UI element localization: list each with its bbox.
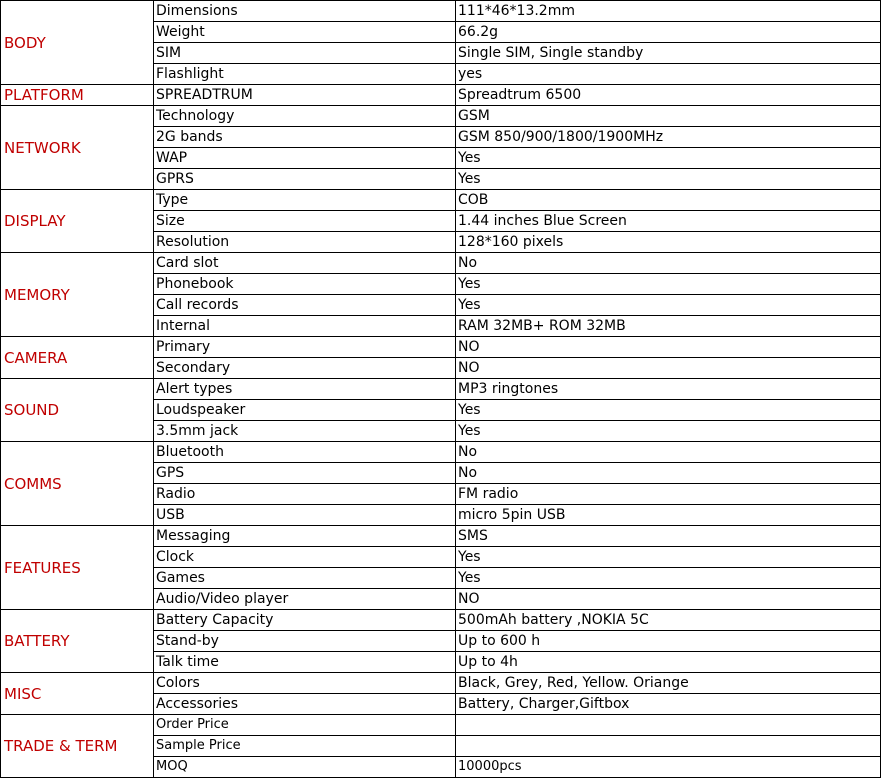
spec-value: Up to 4h	[456, 652, 881, 673]
category-label: PLATFORM	[1, 85, 154, 106]
spec-value: Yes	[456, 148, 881, 169]
category-label: MISC	[1, 673, 154, 715]
spec-label: Loudspeaker	[154, 400, 456, 421]
spec-value	[456, 715, 881, 736]
spec-label: WAP	[154, 148, 456, 169]
spec-value: No	[456, 253, 881, 274]
category-label: DISPLAY	[1, 190, 154, 253]
spec-value: No	[456, 463, 881, 484]
spec-label: Audio/Video player	[154, 589, 456, 610]
category-label: SOUND	[1, 379, 154, 442]
spec-value: Yes	[456, 400, 881, 421]
spec-label: Internal	[154, 316, 456, 337]
spec-value: Up to 600 h	[456, 631, 881, 652]
spec-label: Battery Capacity	[154, 610, 456, 631]
spec-label: Bluetooth	[154, 442, 456, 463]
spec-label: Radio	[154, 484, 456, 505]
spec-value: 10000pcs	[456, 757, 881, 778]
spec-label: Alert types	[154, 379, 456, 400]
spec-value: FM radio	[456, 484, 881, 505]
spec-label: GPS	[154, 463, 456, 484]
spec-label: Sample Price	[154, 736, 456, 757]
spec-value: NO	[456, 589, 881, 610]
category-label: BODY	[1, 1, 154, 85]
table-row	[1, 442, 881, 463]
spec-label: MOQ	[154, 757, 456, 778]
table-row	[1, 253, 881, 274]
spec-label: SPREADTRUM	[154, 85, 456, 106]
category-label: MEMORY	[1, 253, 154, 337]
spec-label: Dimensions	[154, 1, 456, 22]
spec-label: Secondary	[154, 358, 456, 379]
spec-value: Battery, Charger,Giftbox	[456, 694, 881, 715]
spec-value	[456, 736, 881, 757]
spec-label: Technology	[154, 106, 456, 127]
spec-value: yes	[456, 64, 881, 85]
spec-label: Card slot	[154, 253, 456, 274]
spec-value: Yes	[456, 421, 881, 442]
spec-value: 1.44 inches Blue Screen	[456, 211, 881, 232]
spec-label: Messaging	[154, 526, 456, 547]
spec-value: Single SIM, Single standby	[456, 43, 881, 64]
spec-label: Clock	[154, 547, 456, 568]
spec-value: RAM 32MB+ ROM 32MB	[456, 316, 881, 337]
spec-value: Yes	[456, 568, 881, 589]
table-row	[1, 526, 881, 547]
spec-label: Resolution	[154, 232, 456, 253]
spec-label: Weight	[154, 22, 456, 43]
spec-value: 66.2g	[456, 22, 881, 43]
spec-value: Black, Grey, Red, Yellow. Oriange	[456, 673, 881, 694]
spec-value: Yes	[456, 274, 881, 295]
table-row	[1, 379, 881, 400]
table-row	[1, 190, 881, 211]
spec-label: 3.5mm jack	[154, 421, 456, 442]
spec-label: Call records	[154, 295, 456, 316]
spec-label: GPRS	[154, 169, 456, 190]
category-label: COMMS	[1, 442, 154, 526]
spec-value: SMS	[456, 526, 881, 547]
spec-label: Phonebook	[154, 274, 456, 295]
spec-value: NO	[456, 358, 881, 379]
category-label: FEATURES	[1, 526, 154, 610]
spec-label: 2G bands	[154, 127, 456, 148]
spec-label: Flashlight	[154, 64, 456, 85]
category-label: TRADE & TERM	[1, 715, 154, 778]
spec-value: No	[456, 442, 881, 463]
spec-value: COB	[456, 190, 881, 211]
category-label: CAMERA	[1, 337, 154, 379]
spec-value: Yes	[456, 169, 881, 190]
spec-value: 128*160 pixels	[456, 232, 881, 253]
category-label: NETWORK	[1, 106, 154, 190]
category-label: BATTERY	[1, 610, 154, 673]
table-row	[1, 337, 881, 358]
spec-label: Talk time	[154, 652, 456, 673]
table-row	[1, 1, 881, 22]
spec-label: Size	[154, 211, 456, 232]
spec-value: micro 5pin USB	[456, 505, 881, 526]
spec-value: NO	[456, 337, 881, 358]
spec-value: GSM 850/900/1800/1900MHz	[456, 127, 881, 148]
table-row	[1, 715, 881, 736]
spec-value: Yes	[456, 295, 881, 316]
spec-label: Games	[154, 568, 456, 589]
table-row	[1, 610, 881, 631]
table-row	[1, 85, 881, 106]
spec-label: Order Price	[154, 715, 456, 736]
table-row	[1, 106, 881, 127]
spec-label: Colors	[154, 673, 456, 694]
spec-label: Type	[154, 190, 456, 211]
spec-table-body	[1, 1, 881, 778]
spec-label: Primary	[154, 337, 456, 358]
spec-value: Spreadtrum 6500	[456, 85, 881, 106]
spec-value: 111*46*13.2mm	[456, 1, 881, 22]
spec-label: SIM	[154, 43, 456, 64]
spec-value: MP3 ringtones	[456, 379, 881, 400]
spec-value: Yes	[456, 547, 881, 568]
spec-value: GSM	[456, 106, 881, 127]
table-row	[1, 673, 881, 694]
spec-value: 500mAh battery ,NOKIA 5C	[456, 610, 881, 631]
spec-label: USB	[154, 505, 456, 526]
spec-label: Stand-by	[154, 631, 456, 652]
spec-label: Accessories	[154, 694, 456, 715]
